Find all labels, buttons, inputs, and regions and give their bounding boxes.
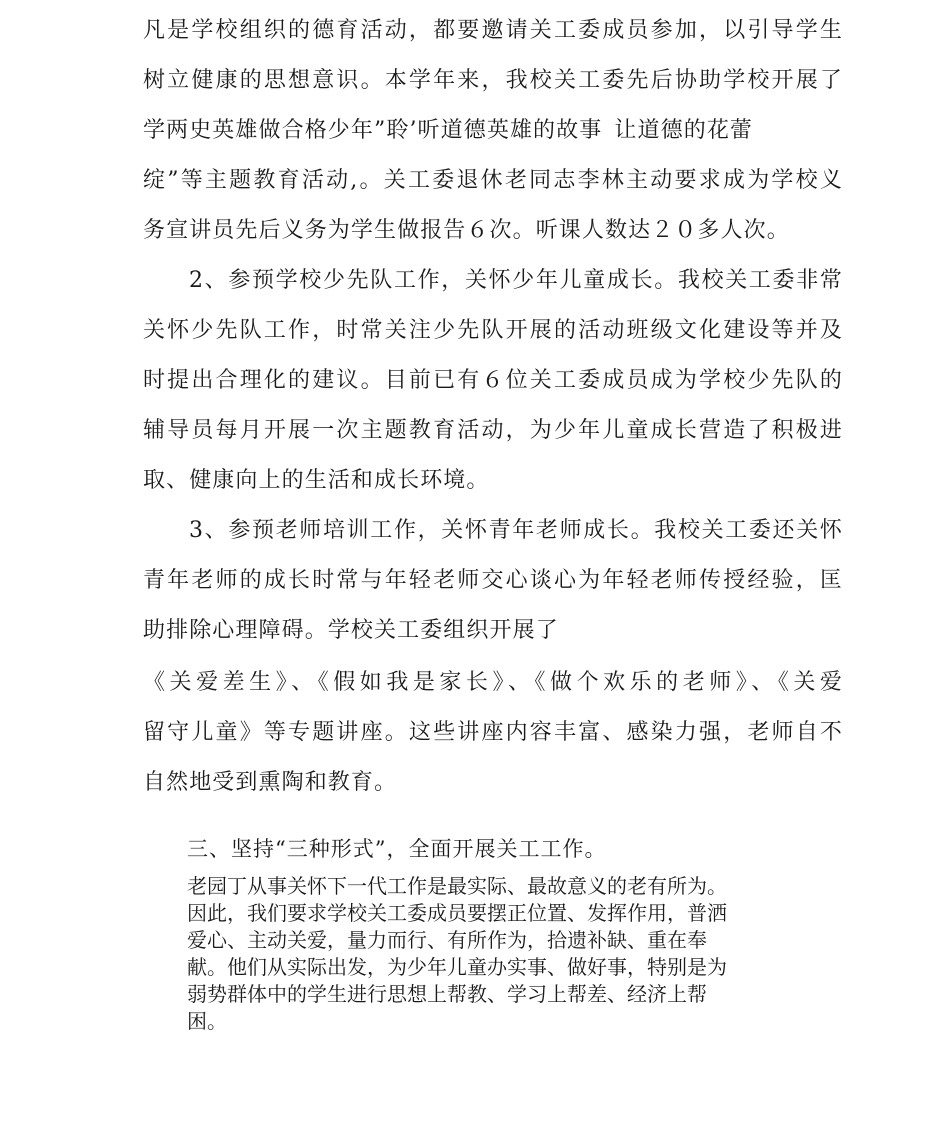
section-3-body-line-4: 献。他们从实际出发，为少年儿童办实事、做好事，特别是为 xyxy=(187,955,727,979)
paragraph-3-line-2: 青年老师的成长时常与年轻老师交心谈心为年轻老师传授经验，匡 xyxy=(143,568,843,593)
paragraph-1-line-2: 树立健康的思想意识。本学年来，我校关工委先后协助学校开展了 xyxy=(143,68,843,93)
paragraph-3-line-6: 自然地受到熏陶和教育。 xyxy=(143,770,398,795)
paragraph-1-line-1: 凡是学校组织的德育活动，都要邀请关工委成员参加，以引导学生 xyxy=(143,18,843,43)
paragraph-3-line-1: 3、参预老师培训工作，关怀青年老师成长。我校关工委还关怀 xyxy=(189,518,843,543)
paragraph-3-line-4: 《关爱差生》、《假如我是家长》、《做个欢乐的老师》、《关爱 xyxy=(143,670,843,695)
paragraph-1-line-3: 学两史英雄做合格少年”聆’听道德英雄的故事 让道德的花蕾 xyxy=(143,118,754,143)
paragraph-3-line-3: 助排除心理障碍。学校关工委组织开展了 xyxy=(143,618,559,643)
section-3-body-line-5: 弱势群体中的学生进行思想上帮教、学习上帮差、经济上帮 xyxy=(187,982,707,1006)
section-3-body-line-1: 老园丁从事关怀下一代工作是最实际、最故意义的老有所为。 xyxy=(187,874,727,898)
paragraph-2-line-1: 2、参预学校少先队工作，关怀少年儿童成长。我校关工委非常 xyxy=(189,268,843,293)
section-3-body-line-3: 爱心、主动关爱，量力而行、有所作为，拾遗补缺、重在奉 xyxy=(187,928,707,952)
section-3-body xyxy=(187,873,827,1035)
paragraph-2-line-3: 时提出合理化的建议。目前已有６位关工委成员成为学校少先队的 xyxy=(143,368,843,393)
paragraph-1-line-4: 绽”等主题教育活动,。关工委退休老同志李林主动要求成为学校义 xyxy=(143,168,843,193)
section-3-body-line-6: 困。 xyxy=(187,1009,227,1033)
paragraph-2-line-2: 关怀少先队工作，时常关注少先队开展的活动班级文化建设等并及 xyxy=(143,318,843,343)
paragraph-2-line-5: 取、健康向上的生活和成长环境。 xyxy=(143,468,490,493)
paragraph-2-line-4: 辅导员每月开展一次主题教育活动，为少年儿童成长营造了积极进 xyxy=(143,418,843,443)
section-3-body-line-2: 因此，我们要求学校关工委成员要摆正位置、发挥作用，普洒 xyxy=(187,901,727,925)
section-3-heading: 三、坚持“三种形式”，全面开展关工工作。 xyxy=(187,837,607,861)
paragraph-3-line-5: 留守儿童》等专题讲座。这些讲座内容丰富、感染力强，老师自不 xyxy=(143,720,843,745)
paragraph-1-line-5: 务宣讲员先后义务为学生做报告６次。听课人数达２０多人次。 xyxy=(143,218,790,243)
